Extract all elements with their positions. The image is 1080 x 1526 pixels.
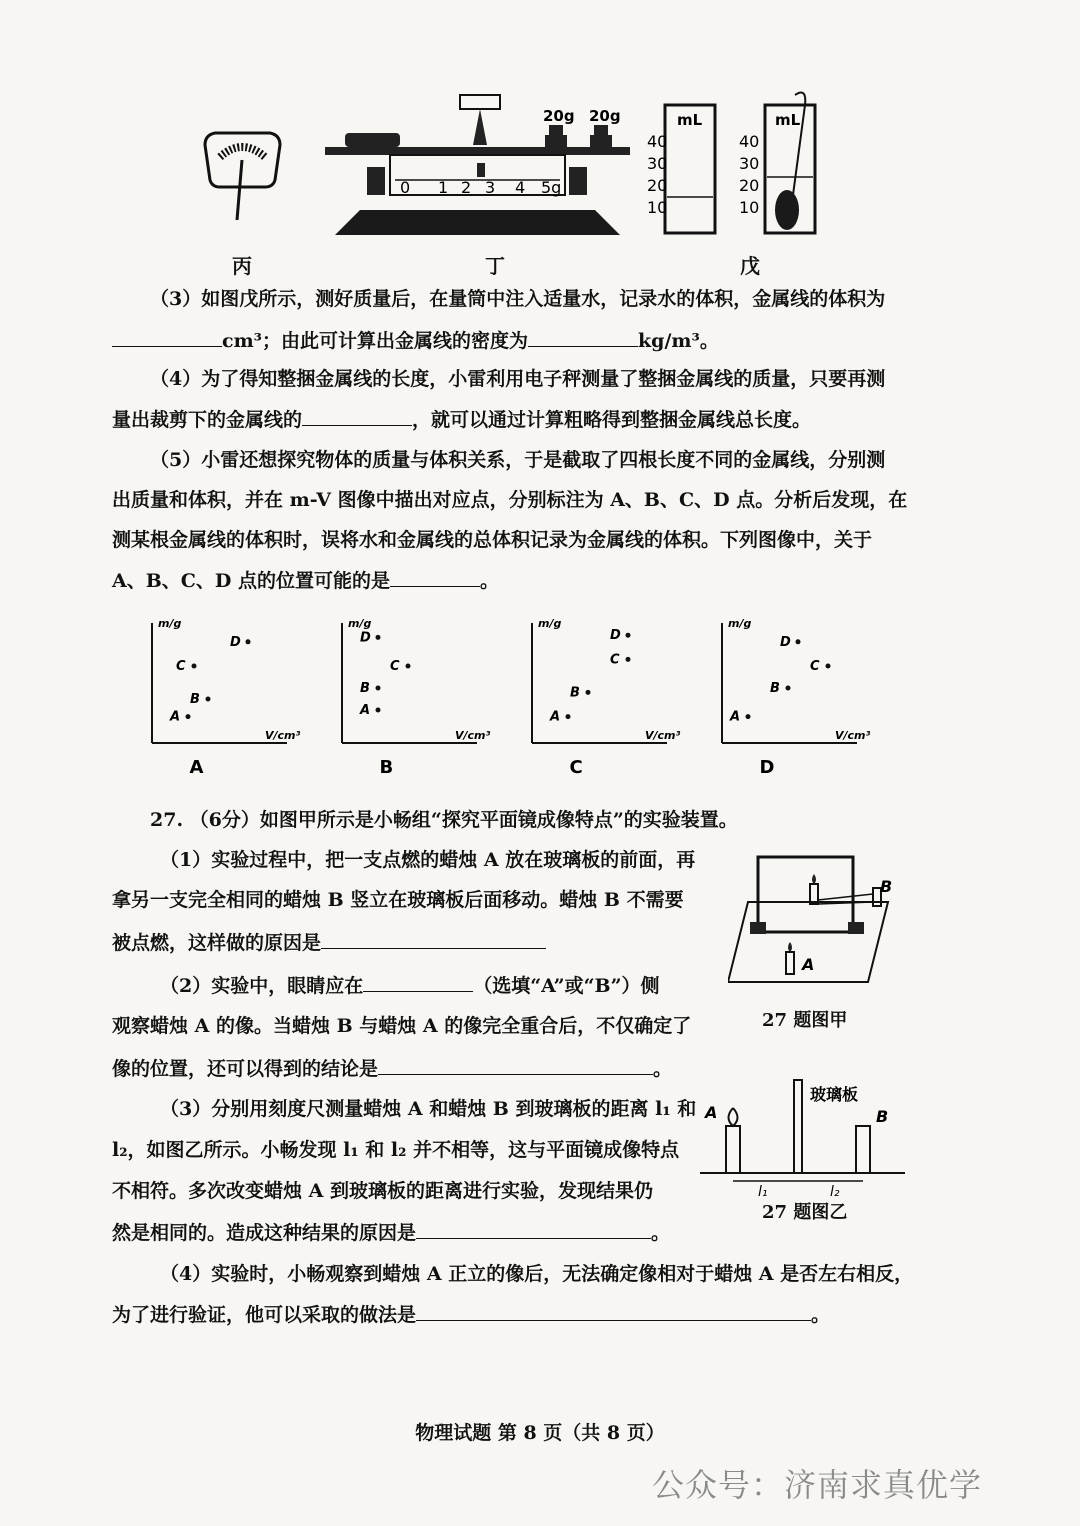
q27-p4-l2a: 为了进行验证，他可以采取的做法是	[112, 1304, 417, 1326]
chart-b-ylabel: m/g	[348, 617, 372, 630]
watermark-text: 公众号：济南求真优学	[652, 1466, 983, 1504]
q27-p1-l2: 拿另一支完全相同的蜡烛 B 竖立在玻璃板后面移动。蜡烛 B 不需要	[112, 889, 684, 911]
chart-b-point-c	[406, 664, 411, 669]
q27-p1-l1: （1）实验过程中，把一支点燃的蜡烛 A 放在玻璃板的前面，再	[160, 849, 696, 871]
chart-c-point-c	[626, 657, 631, 662]
chart-a-point-c	[192, 664, 197, 669]
q27-blank-1[interactable]	[321, 930, 546, 949]
cyl1-tick-30: 30	[647, 154, 668, 173]
q27-p3-l1: （3）分别用刻度尺测量蜡烛 A 和蜡烛 B 到玻璃板的距离 l₁ 和	[160, 1098, 697, 1120]
q5-line4a: A、B、C、D 点的位置可能的是	[112, 570, 391, 592]
q27-p3-l3: 不相符。多次改变蜡烛 A 到玻璃板的距离进行实验，发现结果仍	[112, 1180, 653, 1202]
q27-p2-l1a: （2）实验中，眼睛应在	[160, 975, 364, 997]
chart-d-label-b: B	[770, 681, 780, 696]
yi-label-b: B	[876, 1107, 889, 1126]
q3-unit2: kg/m³。	[638, 330, 719, 352]
scale-tick-3: 3	[485, 178, 496, 197]
q4-blank[interactable]	[302, 407, 412, 426]
q3-unit1: cm³；由此可计算出金属线的密度为	[222, 330, 528, 352]
chart-a-title: A	[189, 757, 204, 778]
scale-tick-1: 1	[438, 178, 449, 197]
q5-line4	[112, 568, 499, 593]
chart-b-point-d	[376, 635, 381, 640]
chart-d-title: D	[759, 757, 775, 778]
chart-b-xlabel: V/cm³	[455, 729, 491, 742]
chart-a-label-a: A	[170, 709, 181, 725]
q5-line1: （5）小雷还想探究物体的质量与体积关系，于是截取了四根长度不同的金属线，分别测	[150, 449, 886, 471]
q27-blank-3[interactable]	[378, 1056, 653, 1075]
chart-a-ylabel: m/g	[158, 617, 182, 630]
chart-d-label-d: D	[780, 634, 791, 650]
q27-p2-l3b: 。	[653, 1058, 673, 1080]
chart-b-point-a	[376, 708, 381, 713]
chart-c-xlabel: V/cm³	[645, 729, 681, 742]
q4-line2a: 量出裁剪下的金属线的	[112, 409, 303, 431]
chart-d-point-a	[746, 714, 751, 719]
jia-label-b: B	[880, 877, 893, 896]
q27-p3-l4a: 然是相同的。造成这种结果的原因是	[112, 1222, 417, 1244]
q27-p3-l4b: 。	[651, 1222, 671, 1244]
chart-b-point-b	[376, 686, 381, 691]
dial-gauge-figure	[205, 133, 280, 220]
chart-a-point-b	[206, 697, 211, 702]
q4-line1: （4）为了得知整捆金属线的长度，小雷利用电子秤测量了整捆金属线的质量，只要再测	[150, 368, 886, 390]
q3-blank-volume[interactable]	[112, 328, 222, 347]
jia-label-a: A	[802, 955, 815, 974]
chart-a-point-a	[186, 714, 191, 719]
chart-d-label-c: C	[810, 659, 820, 674]
chart-b-title: B	[379, 757, 394, 778]
chart-c-title: C	[569, 757, 583, 778]
chart-c-point-d	[626, 633, 631, 638]
q27-blank-5[interactable]	[416, 1302, 811, 1321]
chart-c-point-a	[566, 714, 571, 719]
q27-p2-l2: 观察蜡烛 A 的像。当蜡烛 B 与蜡烛 A 的像完全重合后，不仅确定了	[112, 1015, 692, 1037]
q27-p4-l1: （4）实验时，小畅观察到蜡烛 A 正立的像后，无法确定像相对于蜡烛 A 是否左右相反，	[160, 1263, 914, 1285]
weight-label-2: 20g	[589, 107, 621, 125]
fig-label-wu: 戊	[740, 254, 760, 278]
cyl2-tick-40: 40	[739, 132, 760, 151]
chart-a-label-d: D	[230, 634, 241, 650]
cyl2-tick-30: 30	[739, 154, 760, 173]
q3-line1: （3）如图戊所示，测好质量后，在量筒中注入适量水，记录水的体积，金属线的体积为	[150, 288, 886, 310]
chart-c-label-b: B	[570, 685, 580, 701]
q27-p2-l3	[112, 1056, 672, 1081]
chart-a-label-c: C	[176, 659, 186, 674]
q27-p1-l3	[112, 930, 546, 955]
top-figures	[195, 85, 835, 255]
q3-line2	[112, 328, 719, 353]
q5-line4b: 。	[480, 570, 500, 592]
chart-b-label-c: C	[390, 659, 400, 674]
q27-p4-l2	[112, 1302, 830, 1327]
chart-c-label-a: A	[550, 709, 561, 725]
mv-charts	[130, 605, 930, 780]
chart-d-point-b	[786, 686, 791, 691]
cyl-unit-1: mL	[677, 111, 703, 129]
yi-label-l1: l₁	[758, 1184, 768, 1198]
q27-p3-l2: l₂，如图乙所示。小畅发现 l₁ 和 l₂ 并不相等，这与平面镜成像特点	[112, 1139, 680, 1161]
q5-line2: 出质量和体积，并在 m-V 图像中描出对应点，分别标注为 A、B、C、D 点。分析后发现，在	[112, 489, 908, 511]
chart-d-ylabel: m/g	[728, 617, 752, 630]
chart-b-label-b: B	[360, 681, 370, 696]
chart-d-point-d	[796, 639, 801, 644]
q27-title: 27. （6分）如图甲所示是小畅组“探究平面镜成像特点”的实验装置。	[150, 809, 738, 831]
chart-a-point-d	[246, 639, 251, 644]
q4-line2b: ，就可以通过计算粗略得到整捆金属线总长度。	[412, 409, 812, 431]
q27-p3-l4	[112, 1220, 670, 1245]
yi-label-a: A	[705, 1103, 718, 1122]
q5-blank[interactable]	[390, 568, 480, 587]
scale-tick-5: 5g	[541, 178, 562, 197]
q4-line2	[112, 407, 811, 432]
q27-blank-2[interactable]	[363, 973, 473, 992]
figure-27-jia	[728, 852, 898, 992]
figure-27-yi	[700, 1078, 910, 1198]
chart-a-xlabel: V/cm³	[265, 729, 301, 742]
chart-d-label-a: A	[730, 709, 741, 725]
q27-p2-l1b: （选填“A”或“B”）侧	[473, 975, 660, 997]
weight-label-1: 20g	[543, 107, 575, 125]
cyl1-tick-10: 10	[647, 198, 668, 217]
chart-c-label-d: D	[610, 628, 621, 644]
q27-p1-l3-text: 被点燃，这样做的原因是	[112, 932, 322, 954]
cylinders-figure	[647, 93, 815, 233]
page-footer: 物理试题 第 8 页（共 8 页）	[415, 1422, 665, 1444]
fig-caption-jia: 27 题图甲	[762, 1010, 848, 1031]
chart-d-point-c	[826, 664, 831, 669]
chart-d-xlabel: V/cm³	[835, 729, 871, 742]
glass-label: 玻璃板	[810, 1085, 859, 1104]
fig-label-ding: 丁	[485, 254, 505, 278]
fig-label-bing: 丙	[232, 254, 252, 278]
q3-blank-density[interactable]	[528, 328, 638, 347]
cyl2-tick-20: 20	[739, 176, 760, 195]
cyl1-tick-40: 40	[647, 132, 668, 151]
scale-tick-4: 4	[515, 178, 526, 197]
q27-blank-4[interactable]	[416, 1220, 651, 1239]
balance-figure	[325, 95, 630, 235]
scale-tick-0: 0	[400, 178, 411, 197]
yi-label-l2: l₂	[830, 1184, 840, 1198]
chart-c-label-c: C	[610, 652, 620, 668]
cyl-unit-2: mL	[775, 111, 801, 129]
fig-caption-yi: 27 题图乙	[762, 1202, 848, 1223]
q27-p2-l3a: 像的位置，还可以得到的结论是	[112, 1058, 379, 1080]
q27-p2-l1	[160, 973, 660, 998]
q27-p4-l2b: 。	[811, 1304, 831, 1326]
cyl2-tick-10: 10	[739, 198, 760, 217]
chart-c-ylabel: m/g	[538, 617, 562, 630]
chart-b-label-a: A	[360, 703, 371, 718]
chart-b-label-d: D	[360, 630, 371, 646]
cyl1-tick-20: 20	[647, 176, 668, 195]
q5-line3: 测某根金属线的体积时，误将水和金属线的总体积记录为金属线的体积。下列图像中，关于	[112, 529, 873, 551]
chart-a-label-b: B	[190, 692, 200, 707]
scale-tick-2: 2	[461, 178, 472, 197]
chart-c-point-b	[586, 690, 591, 695]
